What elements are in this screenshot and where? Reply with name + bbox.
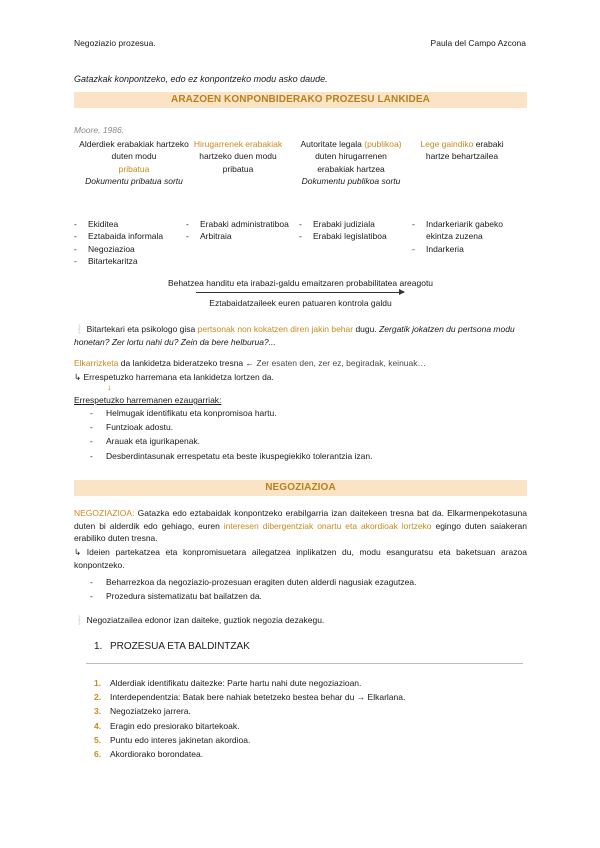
column-2 (186, 138, 290, 175)
text: dugu. (353, 324, 380, 334)
paragraph-negoziazioa (74, 507, 527, 545)
column-text: Alderdiek (79, 139, 117, 149)
list-item: - Erabaki legislatiboa (299, 230, 409, 242)
section-title-text: PROZESUA ETA BALDINTZAK (110, 641, 250, 652)
list-number: 5. (94, 734, 102, 745)
intro-text: Gatazkak konpontzeko, edo ez konpontzeko modu asko daude. (74, 74, 328, 84)
list-item: - Arbitraia (186, 230, 291, 242)
section-number: 1. (94, 641, 103, 652)
list-item: - Prozedura sistematizatu bat bailatzen da. (90, 589, 416, 603)
page-header (74, 38, 526, 50)
list-text: Puntu edo interes jakinetan akordioa. (110, 734, 251, 745)
exclamation-icon: ❕ (74, 615, 85, 625)
negoziazioa-list (90, 575, 416, 603)
list-number: 1. (94, 678, 102, 688)
list-number: 2. (94, 692, 102, 703)
exclamation-icon: ❕ (74, 324, 85, 334)
highlight-text: interesen dibergentziak onartu eta akordioak lortzeko (223, 520, 432, 531)
column-4-list (412, 218, 527, 255)
column-text: hartzeko duen modu pribatua (199, 151, 277, 174)
list-text: Negoziatzeko jarrera. (110, 706, 191, 717)
column-highlight: pribatua (118, 163, 150, 174)
highlight-text: NEGOZIAZIOA: (74, 508, 135, 518)
list-item: - Funtzioak adostu. (90, 420, 373, 434)
list-item: - Desberdintasunak errespetatu eta beste ikuspegiekiko tolerantzia izan. (90, 449, 373, 463)
column-text: Autoritate legala (300, 139, 365, 149)
list-item (94, 733, 405, 747)
muted-text: Zer esaten den, zer ez, begiradak, keinuak… (256, 358, 426, 368)
section-banner-prozesu: ARAZOEN KONPONBIDERAKO PROZESU LANKIDEA (74, 92, 527, 108)
column-italic: Dokumentu pribatua sortu (85, 175, 183, 186)
list-text: Eragin edo presiorako bitartekoak. (110, 720, 240, 731)
list-text: Alderdiak identifikatu daitezke: Parte hartu nahi dute negoziazioan. (110, 678, 362, 688)
column-1-list (74, 218, 184, 267)
text: Bitartekari eta psikologo gisa (86, 324, 198, 334)
subheading-ezaugarriak: Errespetuzko harremanen ezaugarriak: (74, 395, 222, 405)
list-item: - Indarkeria (412, 243, 527, 255)
ezaugarriak-list (90, 406, 373, 463)
paragraph-errespetuzko: ↳ Errespetuzko harremana eta lankidetza lortzen da. (74, 372, 274, 382)
column-2-list (186, 218, 291, 243)
list-item: - Indarkeriarik gabeko ekintza zuzena (412, 218, 527, 243)
arrow-down-icon: ↓ (107, 382, 112, 392)
list-item (94, 719, 405, 733)
italic-text: Zergatik jokatzen du pertsona modu honetan? Zer lortu nahi du? Zein da bere helburua?... (74, 324, 515, 347)
list-item (94, 704, 405, 718)
list-number: 3. (94, 706, 102, 717)
text: Gatazka edo eztabaidak konpontzeko erabilgarria izan daitekeen tresna bat da. Elkarmenpekotasuna duten bi alderdik edo gehiago, euren (74, 508, 527, 531)
text: Negoziatzailea edonor izan daiteke, guztiok negozia dezakegu. (86, 615, 325, 625)
column-highlight: Lege gaindiko (420, 139, 474, 149)
divider (86, 663, 523, 664)
list-item: - Arauak eta igurikapenak. (90, 434, 373, 448)
prozesua-list (94, 676, 405, 761)
highlight-text: Elkarrizketa (74, 358, 119, 368)
column-3-list (299, 218, 409, 243)
list-number: 4. (94, 720, 102, 731)
spectrum-caption-bottom: Eztabaidatzaileek euren patuaren kontrola galdu (209, 298, 392, 308)
list-item (94, 676, 405, 690)
list-item: - Erabaki judiziala (299, 218, 409, 230)
list-item: - Ekiditea (74, 218, 184, 230)
column-text: erabakiak hartzeko duten modu (111, 139, 189, 162)
paragraph-negoziatzailea (74, 614, 527, 627)
column-text: duten hirugarrenen erabakiak hartzea (315, 151, 387, 174)
source-citation: Moore, 1986. (74, 125, 125, 135)
column-text: erabaki hartze behartzailea (425, 139, 504, 162)
list-item: - Eztabaida informala (74, 230, 184, 242)
arrow-right-icon (196, 292, 404, 293)
list-number: 6. (94, 749, 102, 760)
column-1 (78, 138, 190, 187)
section-title-prozesua (94, 641, 250, 652)
header-author: Paula del Campo Azcona (430, 38, 526, 48)
list-item (94, 747, 405, 761)
list-item: - Bitartekaritza (74, 255, 184, 267)
column-highlight: Hirugarrenek erabakiak (193, 139, 283, 149)
spectrum-caption-top: Behatzea handitu eta irabazi-galdu emaitzaren probabilitatea areagotu (167, 278, 434, 288)
list-item: - Beharrezkoa da negoziazio-prozesuan eragiten duten alderdi nagusiak ezagutzea. (90, 575, 416, 589)
highlight-text: pertsonak non kokatzen diren jakin behar (197, 324, 354, 334)
list-item (94, 690, 405, 704)
column-highlight: (publikoa) (364, 139, 402, 149)
list-item: - Negoziazioa (74, 243, 184, 255)
list-item: - Helmugak identifikatu eta konpromisoa hartu. (90, 406, 373, 420)
list-text: Interdependentzia: Batak bere nahiak betetzeko bestea behar du → Elkarlana. (110, 692, 406, 703)
column-italic: Dokumentu publikoa sortu (301, 175, 401, 186)
section-banner-negoziazioa: NEGOZIAZIOA (74, 480, 527, 496)
list-item: - Erabaki administratiboa (186, 218, 291, 230)
header-title: Negoziazio prozesua. (74, 38, 156, 48)
paragraph-ideien: ↳ Ideien partekatzea eta konpromisuetara ailegatzea inplikatzen du, modu esanguratsu eta baketsuan arazoa konpontzeko. (74, 547, 527, 570)
list-text: Akordiorako borondatea. (110, 749, 204, 760)
paragraph-bitartekari (74, 323, 527, 348)
paragraph-elkarrizketa (74, 357, 527, 370)
column-3 (298, 138, 404, 187)
text: egingo duten saiakeran erabiliko duten tresna. (74, 520, 527, 544)
column-4 (412, 138, 512, 163)
text: da lankidetza bideratzeko tresna ← (118, 358, 257, 368)
